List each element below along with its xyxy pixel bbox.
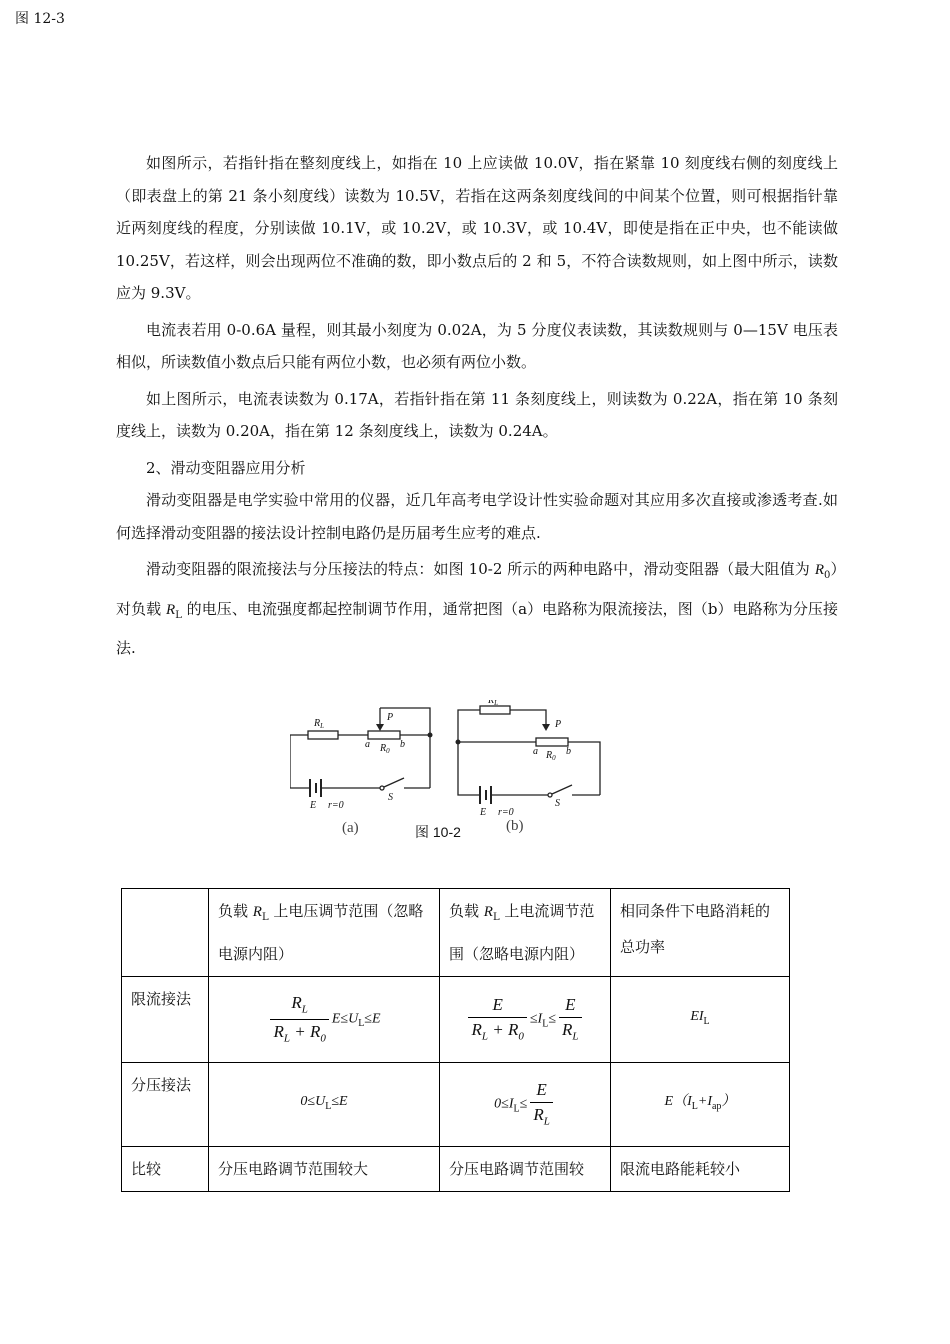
- symbol-r: R: [252, 904, 262, 920]
- symbol-sub: L: [301, 1003, 308, 1016]
- label-r-b: r=0: [498, 807, 514, 818]
- paragraph-ammeter-reading: 如上图所示，电流表读数为 0.17A，若指针指在第 11 条刻度线上，则读数为 0.22A，指在第 10 条刻度线上，读数为 0.20A，指在第 12 条刻度线上，读数为 0.24A。: [116, 389, 838, 440]
- figure-label-12-3: 图 12-3: [15, 11, 65, 27]
- formula-voltage-limiting: [209, 977, 440, 1063]
- label-r-a: r=0: [328, 800, 344, 811]
- formula-power-divider: [611, 1063, 790, 1147]
- fraction-denominator: [270, 1020, 328, 1046]
- text-part: R: [273, 1022, 284, 1041]
- text-part: ≤E: [331, 1094, 348, 1110]
- table-row: [122, 1063, 790, 1147]
- label-rl-b: $R_L$: [488, 700, 499, 707]
- figure-caption: 图 10-2: [415, 824, 461, 840]
- slider-wire: [510, 710, 546, 724]
- text-part: R: [533, 1105, 544, 1125]
- fraction-numerator: E: [559, 995, 582, 1018]
- formula-current-divider: [440, 1063, 611, 1147]
- fraction-denominator: [530, 1103, 553, 1129]
- resistor-rl-a: [308, 731, 338, 739]
- symbol-r: R: [483, 904, 493, 920]
- label-b-a: b: [400, 739, 405, 750]
- junction-dot: [456, 740, 461, 745]
- symbol-r: R: [166, 601, 176, 618]
- slider-arrow-a: [376, 724, 384, 731]
- symbol-sub: L: [358, 1018, 365, 1030]
- symbol-sub: L: [481, 1030, 488, 1043]
- text-part: 0≤U: [300, 1094, 326, 1110]
- slider-arrow-b: [542, 724, 550, 731]
- formula-power-limiting: [611, 977, 790, 1063]
- label-p-b: P: [555, 719, 562, 730]
- fraction-denominator: [468, 1018, 526, 1044]
- text-part: + R: [487, 1020, 519, 1040]
- fraction: [530, 1080, 553, 1129]
- symbol-sub: 0: [518, 1030, 524, 1043]
- symbol-sub: L: [703, 1015, 710, 1027]
- label-s-b: S: [555, 798, 560, 809]
- switch-blade: [552, 785, 572, 794]
- row-label-comparison: 比较: [122, 1147, 209, 1192]
- symbol-sub: L: [261, 912, 269, 923]
- fraction-numerator: E: [468, 995, 526, 1018]
- wire: [458, 742, 480, 795]
- label-a-b: a: [533, 746, 538, 757]
- symbol-sub: L: [513, 1103, 520, 1115]
- table-row: [122, 889, 790, 977]
- wire: [290, 735, 310, 788]
- paragraph-connection-methods: [116, 553, 838, 665]
- text-part: ）: [721, 1094, 736, 1110]
- rheostat-r0-a: [368, 731, 400, 739]
- text-part: ≤E: [364, 1011, 381, 1027]
- symbol-sub: L: [325, 1100, 332, 1112]
- paragraph-rheostat-intro: 滑动变阻器是电学实验中常用的仪器，近几年高考电学设计性实验命题对其应用多次直接或渗透考查.如何选择滑动变阻器的接法设计控制电路仍是历届考生应考的难点.: [116, 491, 838, 542]
- text-part: 的电压、电流强度都起控制调节作用，通常把图（a）电路称为限流接法，图（b）电路称为分压接法.: [116, 599, 838, 657]
- fraction-numerator: E: [530, 1080, 553, 1103]
- symbol-sub: L: [492, 912, 500, 923]
- switch-contact: [380, 786, 384, 790]
- text-part: R: [291, 993, 302, 1013]
- label-r0-b: $R_0$: [546, 750, 556, 762]
- label-e-b: E: [480, 807, 487, 818]
- text-part: R: [471, 1020, 482, 1040]
- comparison-table: [121, 888, 790, 1192]
- text-part: ≤: [548, 1011, 556, 1027]
- symbol-sub: L: [543, 1115, 550, 1128]
- text-part: 上电压调节范围（忽略电源内阻）: [218, 902, 424, 963]
- junction-dot: [428, 733, 433, 738]
- symbol-sub: ap: [711, 1100, 722, 1112]
- fraction: [270, 993, 328, 1045]
- row-label-voltage-divider: 分压接法: [122, 1063, 209, 1147]
- text-part: E≤U: [331, 1011, 359, 1027]
- section-heading-rheostat: 2、滑动变阻器应用分析: [146, 458, 306, 477]
- paragraph-ammeter-range: 电流表若用 0-0.6A 量程，则其最小刻度为 0.02A，为 5 分度仪表读数，其读数规则与 0—15V 电压表相似，所读数值小数点后只能有两位小数，也必须有两位小数。: [116, 320, 838, 371]
- label-p-a: P: [387, 712, 394, 723]
- text-part: 负载: [218, 902, 253, 920]
- symbol-r: R: [814, 562, 824, 578]
- formula-current-limiting: [440, 977, 611, 1063]
- label-r0-a: $R_0$: [380, 743, 390, 755]
- label-b-b: b: [566, 746, 571, 757]
- table-header-voltage-range: [209, 889, 440, 977]
- resistor-rl-b: [480, 706, 510, 714]
- subfigure-label-b: (b): [506, 818, 524, 834]
- text-part: R: [562, 1020, 573, 1040]
- comparison-current: 分压电路调节范围较: [440, 1147, 611, 1192]
- table-header-current-range: [440, 889, 611, 977]
- text-part: ≤I: [529, 1011, 543, 1027]
- symbol-sub: 0: [320, 1032, 326, 1045]
- fraction: [468, 995, 526, 1044]
- label-a-a: a: [365, 739, 370, 750]
- symbol-sub: L: [572, 1030, 579, 1043]
- label-e-a: E: [310, 800, 317, 811]
- text-part: 滑动变阻器的限流接法与分压接法的特点：如图 10-2 所示的两种电路中，滑动变阻器（最大阻值为: [146, 560, 815, 578]
- symbol-sub: L: [542, 1018, 549, 1030]
- comparison-voltage: 分压电路调节范围较大: [209, 1147, 440, 1192]
- text-part: 上电流调节范围（忽略电源内阻）: [449, 902, 595, 963]
- text-part: EI: [690, 1009, 704, 1025]
- symbol-sub: L: [691, 1100, 698, 1112]
- symbol-sub: L: [283, 1032, 290, 1045]
- symbol-sub: 0: [823, 570, 831, 581]
- formula-voltage-divider: [209, 1063, 440, 1147]
- text-part: ）对负载: [116, 560, 838, 618]
- symbol-sub: L: [175, 609, 182, 621]
- text-part: ≤: [519, 1096, 528, 1112]
- table-row: [122, 1147, 790, 1192]
- row-label-current-limiting: 限流接法: [122, 977, 209, 1063]
- switch-blade: [384, 778, 404, 787]
- switch-contact: [548, 793, 552, 797]
- text-part: 负载: [449, 902, 484, 920]
- wire: [568, 742, 600, 795]
- subfigure-label-a: (a): [342, 820, 359, 836]
- fraction-denominator: [559, 1018, 582, 1044]
- text-part: +I: [697, 1094, 712, 1110]
- table-header-total-power: 相同条件下电路消耗的总功率: [611, 889, 790, 977]
- text-part: E（I: [664, 1094, 692, 1110]
- table-row: [122, 977, 790, 1063]
- paragraph-voltmeter-reading: 如图所示，若指针指在整刻度线上，如指在 10 上应读做 10.0V，指在紧靠 10 刻度线右侧的刻度线上（即表盘上的第 21 条小刻度线）读数为 10.5V，若指在这两条刻度线间的中间某个位置，则可根据指针靠近两刻度线的程度，分别读做 10.1V，或 10.2V，或 10.3V，或 10.4V，即使是指在正中央，也不能读做 10.25V，若这样，则会出现两位不准确的数，即小数点后的 2 和 5，不符合读数规则，如上图中所示，读数应为 9.3V。: [116, 154, 838, 302]
- label-rl-a: $R_L$: [314, 718, 325, 730]
- fraction-numerator: [270, 993, 328, 1020]
- rheostat-r0-b: [536, 738, 568, 746]
- comparison-power: 限流电路能耗较小: [611, 1147, 790, 1192]
- table-cell-empty: [122, 889, 209, 977]
- label-s-a: S: [388, 792, 393, 803]
- document-body: [116, 147, 838, 665]
- wire: [458, 710, 480, 742]
- fraction: [559, 995, 582, 1044]
- text-part: 0≤I: [494, 1096, 514, 1112]
- text-part: + R: [289, 1022, 321, 1041]
